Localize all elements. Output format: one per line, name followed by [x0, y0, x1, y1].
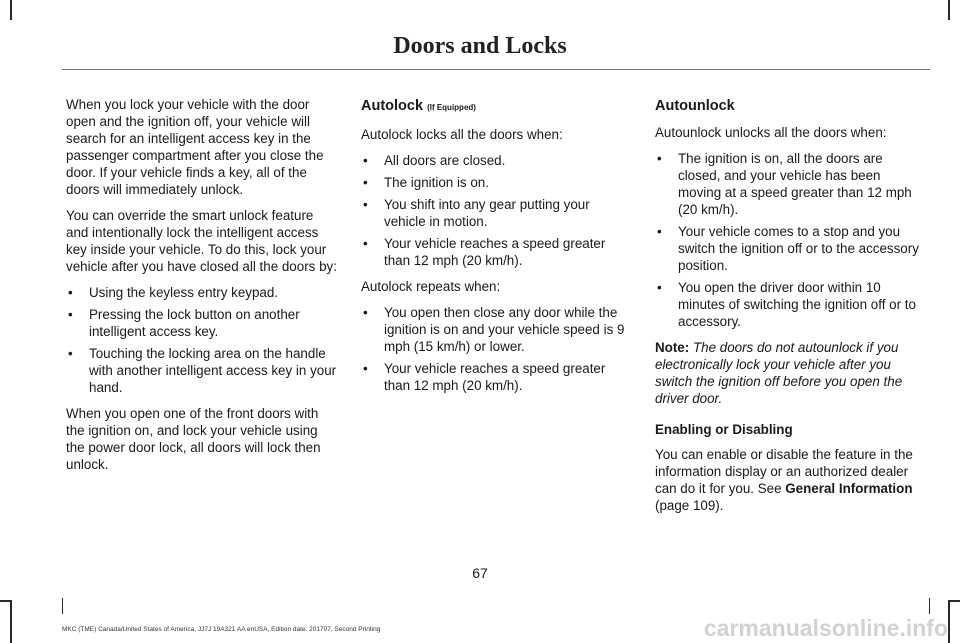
crop-mark-bottom-left-h [0, 600, 12, 602]
list-item: • Touching the locking area on the handle with another intelligent access key in your hand. [66, 345, 338, 396]
paragraph: Autolock locks all the doors when: [361, 127, 563, 142]
column-autolock [361, 96, 633, 403]
note-text: The doors do not autounlock if you electronically lock your vehicle after you switch the ignition off before you open the driver door. [655, 340, 903, 406]
list-item: • The ignition is on, all the doors are closed, and your vehicle has been moving at a speed greater than 12 mph (20 km/h). [655, 150, 927, 218]
paragraph: When you lock your vehicle with the door open and the ignition off, your vehicle will search for an intelligent access key in the passenger compartment after you close the door. If your vehicle finds a key, all of the doors will immediately unlock. [66, 97, 324, 197]
section-heading-autolock [361, 96, 633, 118]
crop-mark-top-left [10, 0, 12, 20]
list-item: • The ignition is on. [361, 174, 633, 191]
page-reference: (page 109). [655, 498, 724, 513]
paragraph-text: You can enable or disable the feature in the information display or an authorized dealer can do it for you. See [655, 447, 913, 496]
footer-edition-info: MKC (TME) Canada/United States of America, JJ7J 19A321 AA enUSA, Edition date: 201707, Second Printing [62, 626, 381, 633]
crop-mark-bottom-center-left [62, 598, 63, 614]
page-title: Doors and Locks [393, 33, 567, 59]
bullet-list [655, 150, 927, 330]
paragraph: Autounlock unlocks all the doors when: [655, 125, 887, 140]
column-autounlock [655, 96, 927, 523]
list-item: • You open the driver door within 10 minutes of switching the ignition off or to accessory. [655, 279, 927, 330]
list-item: • Using the keyless entry keypad. [66, 284, 338, 301]
crop-mark-bottom-right-v [948, 600, 950, 643]
heading-note: (If Equipped) [427, 103, 476, 112]
list-item: • Your vehicle comes to a stop and you switch the ignition off or to the accessory position. [655, 223, 927, 274]
list-item: • You shift into any gear putting your vehicle in motion. [361, 196, 633, 230]
bullet-list [361, 304, 633, 394]
cross-reference-link[interactable]: General Information [785, 481, 913, 496]
crop-mark-bottom-right-h [948, 600, 960, 602]
note-label: Note: [655, 340, 690, 355]
column-smart-unlock [66, 96, 338, 482]
list-item: • Your vehicle reaches a speed greater than 12 mph (20 km/h). [361, 360, 633, 394]
crop-mark-bottom-center-right [929, 598, 930, 614]
watermark: carmanualsonline.info [703, 615, 948, 641]
header-divider [62, 69, 930, 70]
paragraph: Autolock repeats when: [361, 279, 501, 294]
list-item: • All doors are closed. [361, 152, 633, 169]
crop-mark-bottom-left-v [10, 600, 12, 643]
paragraph: When you open one of the front doors with the ignition on, and lock your vehicle using the power door lock, all doors will lock then unlock. [66, 406, 321, 472]
paragraph [655, 446, 927, 514]
heading-text: Autolock [361, 98, 424, 114]
subheading-enabling: Enabling or Disabling [655, 422, 793, 437]
list-item: • You open then close any door while the ignition is on and your vehicle speed is 9 mph (15 km/h) or lower. [361, 304, 633, 355]
paragraph: You can override the smart unlock feature and intentionally lock the intelligent access key inside your vehicle. To do this, lock your vehicle after you have closed all the doors by: [66, 208, 337, 274]
bullet-list [361, 152, 633, 269]
bullet-list [66, 284, 338, 396]
note [655, 339, 927, 407]
list-item: • Your vehicle reaches a speed greater than 12 mph (20 km/h). [361, 235, 633, 269]
page-number: 67 [472, 565, 488, 581]
list-item: • Pressing the lock button on another intelligent access key. [66, 306, 338, 340]
crop-mark-top-right [948, 0, 950, 20]
section-heading-autounlock: Autounlock [655, 98, 735, 114]
